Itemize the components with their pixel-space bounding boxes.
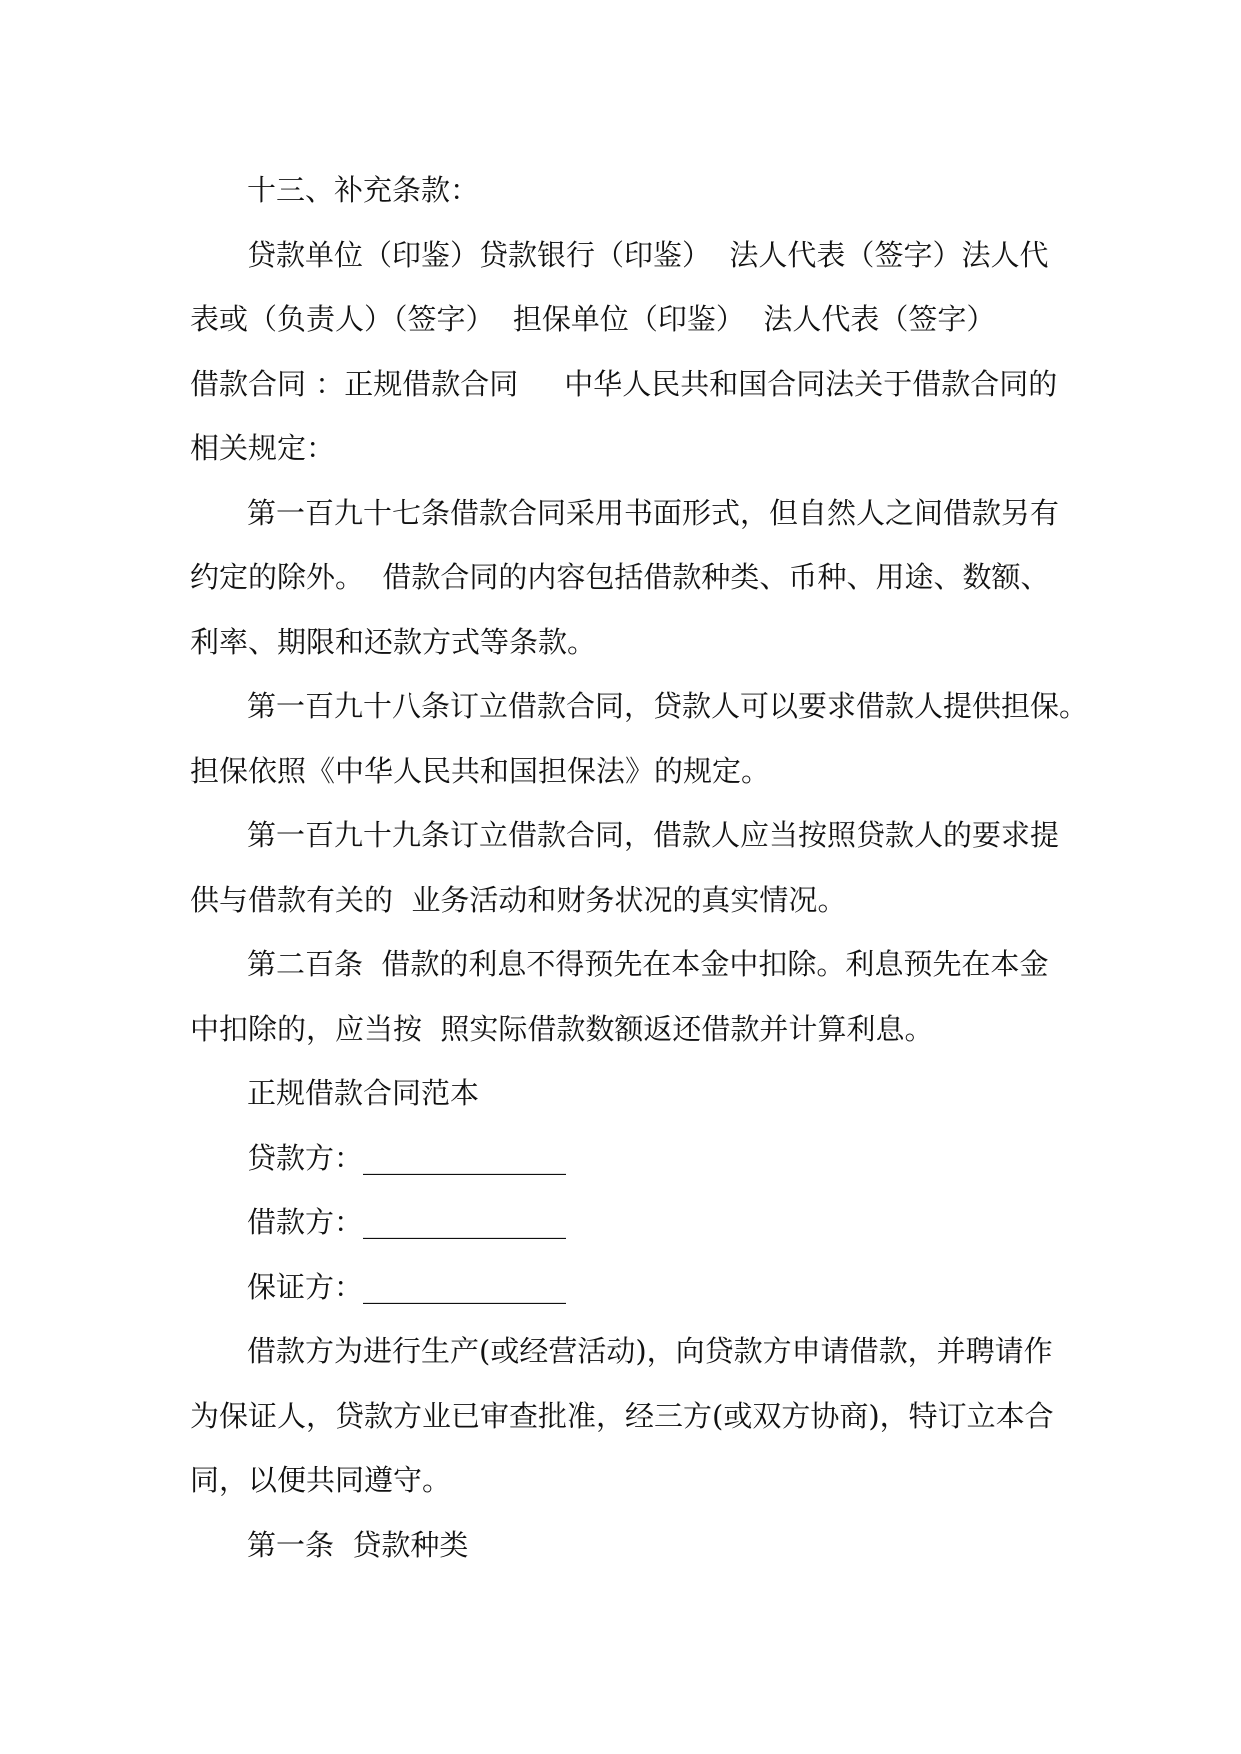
template-title: 正规借款合同范本	[247, 1076, 480, 1110]
article-197: 第一百九十七条借款合同采用书面形式，但自然人之间借款另有	[247, 495, 1060, 530]
text-line: 担保依照《中华人民共和国担保法》的规定。	[190, 753, 771, 788]
text-line: 为保证人，贷款方业已审查批准，经三方(或双方协商)，特订立本合	[190, 1398, 1054, 1433]
text-line: 贷款单位（印鉴）贷款银行（印鉴） 法人代表（签字）法人代	[247, 237, 1049, 272]
borrower-field: 借款方：______________	[247, 1205, 567, 1239]
text-line: 约定的除外。 借款合同的内容包括借款种类、币种、用途、数额、	[190, 560, 1050, 594]
text-line: 相关规定：	[190, 431, 336, 465]
text-line: 借款合同 ：正规借款合同 中华人民共和国合同法关于借款合同的	[190, 366, 1058, 401]
article-199: 第一百九十九条订立借款合同，借款人应当按照贷款人的要求提	[247, 818, 1060, 852]
text-line: 利率、期限和还款方式等条款。	[190, 624, 597, 659]
preamble-paragraph: 借款方为进行生产(或经营活动)，向贷款方申请借款，并聘请作	[247, 1334, 1053, 1368]
lender-field: 贷款方：______________	[247, 1140, 567, 1175]
article-1-heading: 第一条 贷款种类	[247, 1527, 469, 1562]
text-line: 同，以便共同遵守。	[190, 1463, 452, 1497]
section-heading-supplementary: 十三、补充条款：	[247, 173, 480, 207]
text-line: 表或（负责人）（签字） 担保单位（印鉴） 法人代表（签字）	[190, 302, 996, 336]
article-200: 第二百条 借款的利息不得预先在本金中扣除。利息预先在本金	[247, 947, 1049, 981]
document-body	[190, 158, 1089, 1577]
article-198: 第一百九十八条订立借款合同，贷款人可以要求借款人提供担保。	[247, 689, 1089, 723]
guarantor-field: 保证方：______________	[247, 1269, 567, 1304]
text-line: 中扣除的，应当按 照实际借款数额返还借款并计算利息。	[190, 1011, 934, 1046]
text-line: 供与借款有关的 业务活动和财务状况的真实情况。	[190, 882, 847, 917]
